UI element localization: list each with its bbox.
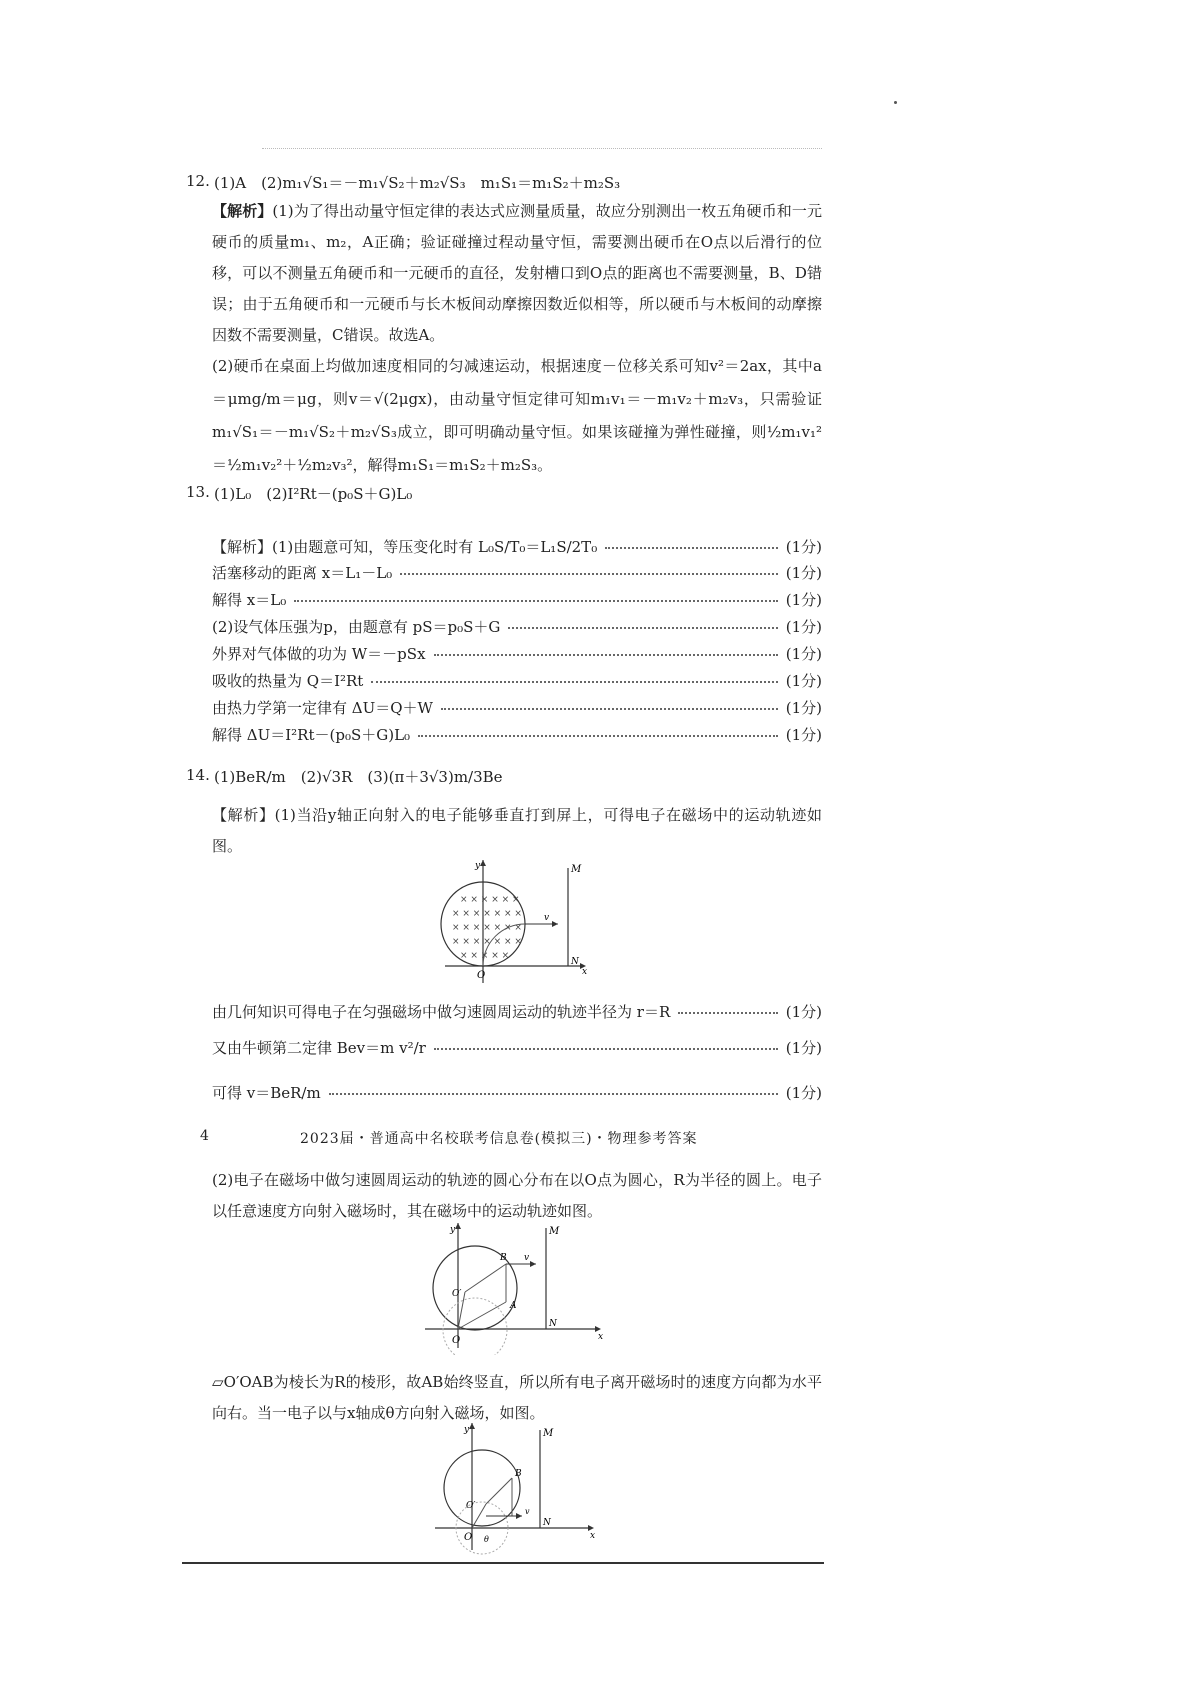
figure-2-trajectory: [420, 1220, 610, 1355]
q13-step-8: 解得 ΔU＝I²Rt－(p₀S＋G)L₀ (1分): [212, 725, 822, 744]
fig3-label-theta: θ: [484, 1535, 489, 1544]
q12-answer: (1)A (2)m₁√S₁＝－m₁√S₂＋m₂√S₃ m₁S₁＝m₁S₂＋m₂S₃: [214, 174, 621, 192]
q14-analysis-p2: (2)电子在磁场中做匀速圆周运动的轨迹的圆心分布在以O点为圆心，R为半径的圆上。电子以任意速度方向射入磁场时，其在磁场中的运动轨迹如图。: [212, 1171, 822, 1220]
fig3-label-N: N: [543, 1518, 551, 1528]
fig3-label-M: M: [543, 1428, 554, 1439]
svg-text:× × × × × × ×: × × × × × × ×: [452, 937, 522, 947]
footer-title: 2023届・普通高中名校联考信息卷(模拟三)・物理参考答案: [300, 1131, 698, 1147]
svg-text:× × × × × ×: × × × × × ×: [460, 895, 520, 905]
fig3-label-O-prime: O′: [466, 1501, 476, 1511]
fig2-label-O: O: [452, 1335, 461, 1346]
q12-number: 12.: [186, 172, 210, 190]
page-number: 4: [200, 1128, 209, 1144]
fig3-label-v: v: [525, 1507, 530, 1516]
field-crosses: [452, 895, 522, 961]
q13-step-5: 外界对气体做的功为 W＝－pSx (1分): [212, 644, 822, 663]
label-x: x: [582, 967, 588, 977]
q14-step-1: 由几何知识可得电子在匀强磁场中做匀速圆周运动的轨迹半径为 r＝R (1分): [212, 1002, 822, 1021]
analysis-label: 【解析】: [212, 202, 273, 220]
fig3-label-y: y: [464, 1425, 470, 1435]
label-N: N: [571, 957, 579, 967]
q12-analysis-p1: [212, 196, 822, 351]
q14-number: 14.: [186, 766, 210, 784]
svg-text:× × × × × × ×: × × × × × × ×: [452, 909, 522, 919]
fig2-label-B: B: [500, 1253, 507, 1263]
label-y: y: [475, 861, 481, 871]
svg-text:× × × × ×: × × × × ×: [460, 951, 510, 961]
fig2-label-x: x: [598, 1332, 604, 1342]
q14-answer: (1)BeR/m (2)√3R (3)(π＋3√3)m/3Be: [214, 768, 503, 786]
stray-dot: [894, 101, 897, 104]
fig3-label-O: O: [464, 1532, 473, 1543]
bottom-rule: [182, 1562, 824, 1564]
fig2-label-O-prime: O′: [452, 1289, 462, 1299]
q14-analysis-p3: ▱O′OAB为棱长为R的棱形，故AB始终竖直，所以所有电子离开磁场时的速度方向都为水平向右。当一电子以与x轴成θ方向射入磁场，如图。: [212, 1373, 822, 1422]
q12-analysis-p2: (2)硬币在桌面上均做加速度相同的匀减速运动，根据速度－位移关系可知v²＝2ax，其中a＝μmg/m＝μg，则v＝√(2μgx)，由动量守恒定律可知m₁v₁＝－m₁v₂＋m₂v₃，只需验证m₁√S₁＝－m₁√S₂＋m₂√S₃成立，即可明确动量守恒。如果该碰撞为弹性碰撞，则½m₁v₁²＝½m₁v₂²＋½m₂v₃²，解得m₁S₁＝m₁S₂＋m₂S₃。: [212, 357, 822, 474]
q14-analysis-p1: 【解析】(1)当沿y轴正向射入的电子能够垂直打到屏上，可得电子在磁场中的运动轨迹如图。: [212, 806, 822, 855]
q13-step-1: 【解析】(1)由题意可知，等压变化时有 L₀S/T₀＝L₁S/2T₀ (1分): [212, 537, 822, 556]
figure-3-angle-theta: [430, 1420, 600, 1555]
label-v: v: [544, 913, 550, 923]
q12-p1-text: (1)为了得出动量守恒定律的表达式应测量质量，故应分别测出一枚五角硬币和一元硬币的质量m₁、m₂，A正确；验证碰撞过程动量守恒，需要测出硬币在O点以后滑行的位移，可以不测量五角硬币和一元硬币的直径，发射槽口到O点的距离也不需要测量，B、D错误；由于五角硬币和一元硬币与长木板间动摩擦因数近似相等，所以硬币与木板间的动摩擦因数不需要测量，C错误。故选A。: [212, 202, 822, 344]
fig2-label-y: y: [450, 1225, 456, 1235]
q13-step-3: 解得 x＝L₀ (1分): [212, 590, 822, 609]
q14-step-2: 又由牛顿第二定律 Bev＝m v²/r (1分): [212, 1038, 822, 1057]
q13-step-4: (2)设气体压强为p，由题意有 pS＝p₀S＋G (1分): [212, 617, 822, 636]
figure-1-magnetic-field: [440, 858, 590, 986]
fig3-label-x: x: [590, 1531, 596, 1541]
fig2-label-M: M: [549, 1226, 560, 1237]
fig2-label-A: A: [510, 1301, 517, 1311]
q14-step-3: 可得 v＝BeR/m (1分): [212, 1083, 822, 1102]
q13-step-2: 活塞移动的距离 x＝L₁－L₀ (1分): [212, 563, 822, 582]
svg-text:× × × × × × ×: × × × × × × ×: [452, 923, 522, 933]
q13-step-7: 由热力学第一定律有 ΔU＝Q＋W (1分): [212, 698, 822, 717]
q13-answer: (1)L₀ (2)I²Rt－(p₀S＋G)L₀: [214, 485, 413, 503]
fig2-label-v: v: [524, 1253, 530, 1263]
fig3-label-B: B: [515, 1469, 522, 1479]
q13-step-6: 吸收的热量为 Q＝I²Rt (1分): [212, 671, 822, 690]
label-M: M: [571, 864, 582, 875]
q13-number: 13.: [186, 483, 210, 501]
fig2-label-N: N: [549, 1319, 557, 1329]
label-O: O: [477, 970, 486, 981]
header-dotted-rule: [262, 148, 822, 149]
